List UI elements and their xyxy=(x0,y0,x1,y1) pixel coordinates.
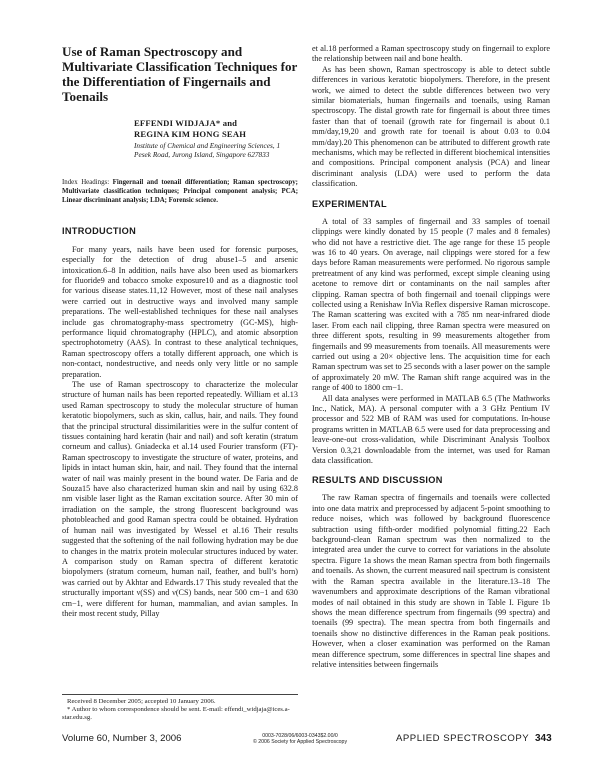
footer-journal-name: APPLIED SPECTROSCOPY xyxy=(396,733,530,744)
experimental-heading: EXPERIMENTAL xyxy=(312,198,387,209)
footnote xyxy=(62,694,298,723)
authors xyxy=(134,118,298,139)
footer-volume: Volume 60, Number 3, 2006 xyxy=(62,733,182,744)
index-headings-label: Index Headings: xyxy=(62,179,110,186)
author-line-1: EFFENDI WIDJAJA* and xyxy=(134,118,238,128)
experimental-paragraph: All data analyses were performed in MATLAB 6.5 (The Mathworks Inc., Natick, MA). A personal computer with a 3 GHz Pentium IV processor and 522 MB of RAM was used for computations. In-house programs written in MATLAB 6.5 were used for data preprocessing and leave-one-out cross-validation, while Discriminant Analysis Toolbox Version 0.3,21 downloadable from the internet, was used for Raman data classification. xyxy=(312,393,550,466)
left-column xyxy=(62,44,298,619)
experimental-paragraph: A total of 33 samples of fingernail and 33 samples of toenail clippings were kindly donated by 15 people (7 males and 8 females) who did not have a restrictive diet. The age range for these 15 people was 16 to 40 years. On average, nail clippings were stored for a few days before Raman measurements were performed. No rigorous sample pretreatment of any kind was performed, except simple cleaning using acetone to remove dirt or contaminants on the nail samples after clipping. Raman spectra of both fingernail and toenail clippings were collected using a Renishaw InVia Reflex dispersive Raman microscope. The Raman scattering was excited with a 785 nm near-infrared diode laser. From each nail clipping, three Raman spectra were measured on three different spots, resulting in 99 measurements altogether from fingernails and 99 measurements from toenails. All measurements were carried out using a 20× objective lens. The acquisition time for each Raman spectrum was set to 25 seconds with a laser power on the sample of approximately 20 mW. The Raman shift range acquired was in the range of 400 to 1800 cm−1. xyxy=(312,216,550,393)
introduction-heading: INTRODUCTION xyxy=(62,225,137,236)
index-headings-text: Fingernail and toenail differentiation; Raman spectroscopy; Multivariate classification techniques; Principal component analysis; PCA; Linear discriminant analysis; LDA; Forensic science. xyxy=(62,179,298,204)
author-line-2: REGINA KIM HONG SEAH xyxy=(134,128,247,139)
affiliation: Institute of Chemical and Engineering Sciences, 1 Pesek Road, Jurong Island, Singapore 627833 xyxy=(134,141,281,159)
footer-issn: 0003-7028/06/6003-0343$2.00/0 xyxy=(262,733,338,739)
footnote-correspondence: * Author to whom correspondence should be sent. E-mail: effendi_widjaja@ices.a-star.edu.sg. xyxy=(62,706,290,722)
page-footer xyxy=(0,733,600,753)
footnote-received: Received 8 December 2005; accepted 10 January 2006. xyxy=(67,698,216,705)
footer-publication-info xyxy=(230,733,370,746)
page-number: 343 xyxy=(535,733,552,744)
body-paragraph: et al.18 performed a Raman spectroscopy study on fingernail to explore the relationship between nail and bone health. xyxy=(312,44,550,64)
results-heading: RESULTS AND DISCUSSION xyxy=(312,475,443,486)
article-title: Use of Raman Spectroscopy and Multivariate Classification Techniques for the Differentiation of Fingernails and Toenails xyxy=(62,44,298,104)
body-paragraph: As has been shown, Raman spectroscopy is able to detect subtle differences in various keratotic biopolymers. Therefore, in the present work, we aimed to detect the subtle differences between two very similar biomaterials, human fingernails and toenails, using Raman spectroscopy. The distal growth rate for fingernail is about three times faster than that of toenail (growth rate for fingernail is about 0.1 mm/day,19,20 and growth rate for toenail is about 0.03 to 0.04 mm/day).20 This phenomenon can be attributed to different growth rate mechanisms, which may be reflected in different biochemical intensities and compositions. Principal component analysis (PCA) and linear discriminant analysis (LDA) were used to perform the data classification. xyxy=(312,64,550,189)
intro-paragraph: The use of Raman spectroscopy to characterize the molecular structure of human nails has been reported repeatedly. William et al.13 used Raman spectroscopy to study the molecular structure of human keratotic biopolymers, such as skin, callus, hair, and nails. They found that the principal structural dissimilarities were in the sulfur content of tissues containing hard keratin (hair and nail) and soft keratin (stratum corneum and callus). Gniadecka et al.14 used Fourier transform (FT)-Raman spectroscopy to investigate the structure of water, proteins, and lipids in intact human skin, hair, and nail. They found that the internal water of nail was mainly present in the bound water. De Faria and de Souza15 have also characterized human skin and nail by using 632.8 nm visible laser light as the Raman excitation source. After 30 min of irradiation on the sample, the strong fluorescent background was photobleached and good Raman spectra could be obtained. Hydration of human nail was investigated by Wessel et al.16 Their results suggested that the softening of the nail following hydration may be due to changes in the matrix protein molecular structures induced by water. A comparison study on Raman spectra of different keratotic biopolymers (stratum corneum, human nail, feather, and bull’s horn) was carried out by Akhtar and Edwards.17 This study revealed that the structurally important ν(SS) and ν(CS) bands, near 500 cm−1 and 630 cm−1, were different for human, mammalian, and avian samples. In their most recent study, Pillay xyxy=(62,380,298,618)
results-paragraph: The raw Raman spectra of fingernails and toenails were collected into one data matrix and preprocessed by adjacent 5-point smoothing to reduce noises, which was followed by background fluorescence subtraction using fifth-order modified polynomial fitting.22 Each background-clean Raman spectrum was then normalized to the integrated area under the curve to correct for variations in the absolute spectra. Figure 1a shows the mean Raman spectra from both fingernails and toenails. As shown, the current measured nail spectrum is consistent with the Raman spectra available in the literature.13–18 The wavenumbers and approximate descriptions of the Raman vibrational modes of nail obtained in this study are shown in Table I. Figure 1b shows the mean difference spectrum from fingernails (99 spectra) and toenails (99 spectra). The mean spectra from both fingernails and toenails show no distinctive differences in the Raman peak positions. However, when a closer examination was performed on the Raman mean difference spectrum, some differences in spectral line shapes and relative intensities between fingernails xyxy=(312,493,550,669)
right-column xyxy=(312,44,550,670)
intro-paragraph: For many years, nails have been used for forensic purposes, especially for the detection of drug abuse1–5 and arsenic intoxication.6–8 In addition, nails have also been used as biomarkers for fluoride9 and tobacco smoke exposure10 and as a diagnostic tool for various disease states.11,12 However, most of these nail analyses were carried out in destructive ways and involved many sample preparations. The well-established techniques for these nail analyses include gas chromatography-mass spectrometry (GC-MS), high-performance liquid chromatography (HPLC), and atomic absorption spectrophotometry (AAS). In contrast to these analytical techniques, Raman spectroscopy offers a totally different approach, one which is non-contact, nondestructive, and needs only very little or no sample preparation. xyxy=(62,244,298,379)
footer-copyright: © 2006 Society for Applied Spectroscopy xyxy=(252,739,348,746)
index-headings xyxy=(62,179,298,206)
